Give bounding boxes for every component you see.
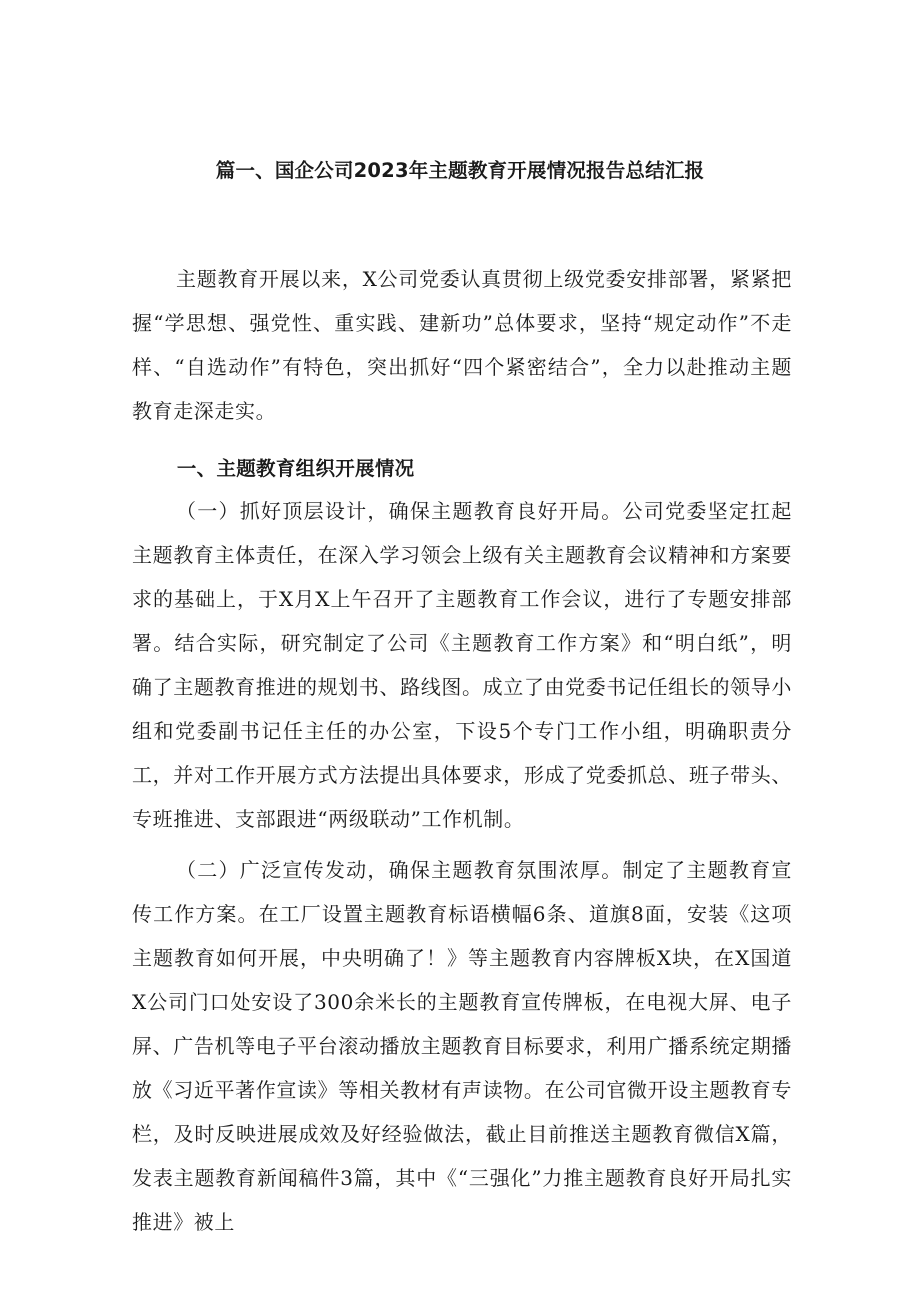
paragraph-publicity: （二）广泛宣传发动，确保主题教育氛围浓厚。制定了主题教育宣传工作方案。在工厂设置主题教育标语横幅6条、道旗8面，安装《这项主题教育如何开展，中央明确了！》等主题教育内容牌板X块，在X国道X公司门口处安设了300余米长的主题教育宣传牌板，在电视大屏、电子屏、广告机等电子平台滚动播放主题教育目标要求，利用广播系统定期播放《习近平著作宣读》等相关教材有声读物。在公司官微开设主题教育专栏，及时反映进展成效及好经验做法，截止目前推送主题教育微信X篇，发表主题教育新闻稿件3篇，其中《“三强化”力推主题教育良好开局扎实推进》被上 (132, 858, 792, 1234)
section-heading: 一、主题教育组织开展情况 (176, 457, 415, 480)
paragraph-top-level-design: （一）抓好顶层设计，确保主题教育良好开局。公司党委坚定扛起主题教育主体责任，在深入学习领会上级有关主题教育会议精神和方案要求的基础上，于X月X上午召开了主题教育工作会议，进行了专题安排部署。结合实际，研究制定了公司《主题教育工作方案》和“明白纸”，明确了主题教育推进的规划书、路线图。成立了由党委书记任组长的领导小组和党委副书记任主任的办公室，下设5个专门工作小组，明确职责分工，并对工作开展方式方法提出具体要求，形成了党委抓总、班子带头、专班推进、支部跟进“两级联动”工作机制。 (132, 499, 792, 831)
document-body (132, 257, 792, 1244)
document-title: 篇一、国企公司2023年主题教育开展情况报告总结汇报 (215, 159, 705, 182)
intro-paragraph: 主题教育开展以来，X公司党委认真贯彻上级党委安排部署，紧紧把握“学思想、强党性、重实践、建新功”总体要求，坚持“规定动作”不走样、“自选动作”有特色，突出抓好“四个紧密结合”，全力以赴推动主题教育走深走实。 (132, 267, 792, 423)
